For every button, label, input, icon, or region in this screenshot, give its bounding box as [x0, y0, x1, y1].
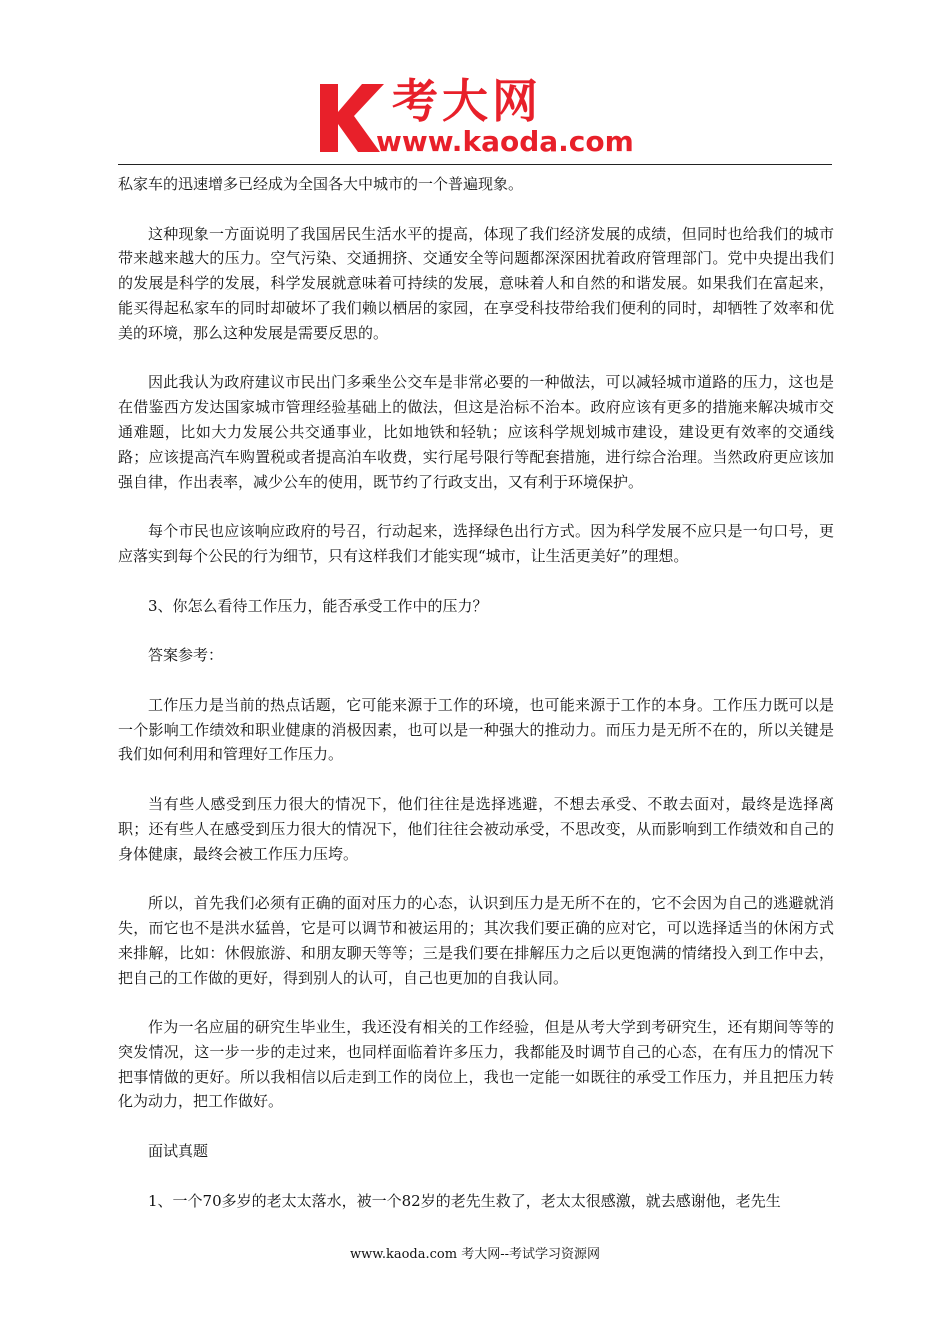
logo-url-text: www.kaoda.com [376, 125, 634, 158]
paragraph-10: 作为一名应届的研究生毕业生，我还没有相关的工作经验，但是从考大学到考研究生，还有期间等等的突发情况，这一步一步的走过来，也同样面临着许多压力，我都能及时调节自己的心态，在有压力的情况下把事情做的更好。所以我相信以后走到工作的岗位上，我也一定能一如既往的承受工作压力，并且把压力转化为动力，把工作做好。 [118, 1018, 834, 1111]
question-1: 1、一个70多岁的老太太落水，被一个82岁的老先生救了，老太太很感激，就去感谢他，老先生 [148, 1191, 781, 1210]
document-body [118, 172, 834, 1213]
paragraph-9: 所以，首先我们必须有正确的面对压力的心态，认识到压力是无所不在的，它不会因为自己的逃避就消失，而它也不是洪水猛兽，它是可以调节和被运用的；其次我们要正确的应对它，可以选择适当的休闲方式来排解，比如：休假旅游、和朋友聊天等等；三是我们要在排解压力之后以更饱满的情绪投入到工作中去，把自己的工作做的更好，得到别人的认可，自己也更加的自我认同。 [118, 894, 834, 987]
header-divider [118, 164, 832, 165]
paragraph-7: 工作压力是当前的热点话题，它可能来源于工作的环境，也可能来源于工作的本身。工作压力既可以是一个影响工作绩效和职业健康的消极因素，也可以是一种强大的推动力。而压力是无所不在的，所以关键是我们如何利用和管理好工作压力。 [118, 695, 834, 764]
paragraph-8: 当有些人感受到压力很大的情况下，他们往往是选择逃避，不想去承受、不敢去面对，最终是选择离职；还有些人在感受到压力很大的情况下，他们往往会被动承受，不思改变，从而影响到工作绩效和自己的身体健康，最终会被工作压力压垮。 [118, 794, 834, 863]
paragraph-1: 私家车的迅速增多已经成为全国各大中城市的一个普遍现象。 [118, 175, 524, 193]
paragraph-3: 因此我认为政府建议市民出门多乘坐公交车是非常必要的一种做法，可以减轻城市道路的压力，这也是在借鉴西方发达国家城市管理经验基础上的做法，但这是治标不治本。政府应该有更多的措施来解决城市交通难题，比如大力发展公共交通事业，比如地铁和轻轨；应该科学规划城市建设，建设更有效率的交通线路；应该提高汽车购置税或者提高泊车收费，实行尾号限行等配套措施，进行综合治理。当然政府更应该加强自律，作出表率，减少公车的使用，既节约了行政支出，又有利于环境保护。 [118, 373, 834, 491]
paragraph-4: 每个市民也应该响应政府的号召，行动起来，选择绿色出行方式。因为科学发展不应只是一句口号，更应落实到每个公民的行为细节，只有这样我们才能实现“城市，让生活更美好”的理想。 [118, 522, 834, 565]
question-3: 3、你怎么看待工作压力，能否承受工作中的压力？ [148, 596, 488, 615]
answer-reference-label: 答案参考： [148, 646, 224, 665]
section-heading: 面试真题 [148, 1142, 209, 1161]
page-footer: www.kaoda.com 考大网--考试学习资源网 [350, 1247, 600, 1262]
logo-cn-text: 考大网 [392, 74, 542, 128]
paragraph-2: 这种现象一方面说明了我国居民生活水平的提高，体现了我们经济发展的成绩，但同时也给我们的城市带来越来越大的压力。空气污染、交通拥挤、交通安全等问题都深深困扰着政府管理部门。党中央提出我们的发展是科学的发展，科学发展就意味着可持续的发展，意味着人和自然的和谐发展。如果我们在富起来，能买得起私家车的同时却破坏了我们赖以栖居的家园，在享受科技带给我们便利的同时，却牺牲了效率和优美的环境，那么这种发展是需要反思的。 [118, 224, 834, 342]
kaoda-logo [318, 74, 638, 160]
